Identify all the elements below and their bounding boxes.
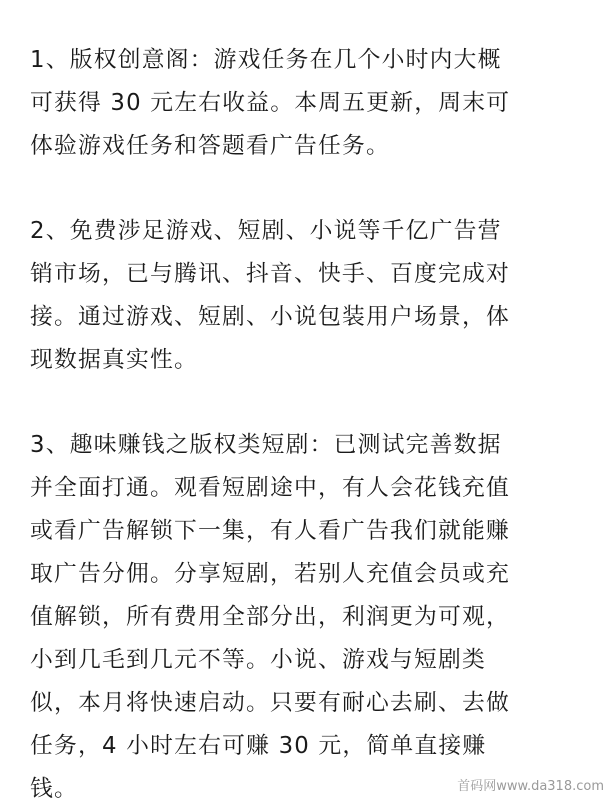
- paragraph-line: 销市场，已与腾讯、抖音、快手、百度完成对: [30, 261, 510, 287]
- paragraph-3: [30, 424, 586, 811]
- watermark: 首码网www.da318.com: [457, 779, 604, 794]
- paragraph-line: 值解锁，所有费用全部分出，利润更为可观，: [30, 604, 510, 630]
- article-body: [30, 39, 586, 811]
- paragraph-line: 2、免费涉足游戏、短剧、小说等千亿广告营: [30, 218, 502, 244]
- paragraph-line: 似，本月将快速启动。只要有耐心去刷、去做: [30, 690, 510, 716]
- paragraph-line: 接。通过游戏、短剧、小说包装用户场景，体: [30, 304, 510, 330]
- paragraph-line: 任务，4 小时左右可赚 30 元，简单直接赚: [30, 733, 487, 759]
- paragraph-line: 体验游戏任务和答题看广告任务。: [30, 133, 390, 159]
- paragraph-1: [30, 39, 586, 168]
- paragraph-line: 取广告分佣。分享短剧，若别人充值会员或充: [30, 561, 510, 587]
- paragraph-line: 小到几毛到几元不等。小说、游戏与短剧类: [30, 647, 486, 673]
- paragraph-line: 3、趣味赚钱之版权类短剧：已测试完善数据: [30, 432, 502, 458]
- paragraph-line: 可获得 30 元左右收益。本周五更新，周末可: [30, 90, 511, 116]
- paragraph-line: 1、版权创意阁：游戏任务在几个小时内大概: [30, 47, 502, 73]
- paragraph-line: 或看广告解锁下一集，有人看广告我们就能赚: [30, 518, 510, 544]
- paragraph-2: [30, 210, 586, 382]
- paragraph-line: 钱。: [30, 776, 78, 802]
- paragraph-line: 并全面打通。观看短剧途中，有人会花钱充值: [30, 475, 510, 501]
- paragraph-line: 现数据真实性。: [30, 347, 198, 373]
